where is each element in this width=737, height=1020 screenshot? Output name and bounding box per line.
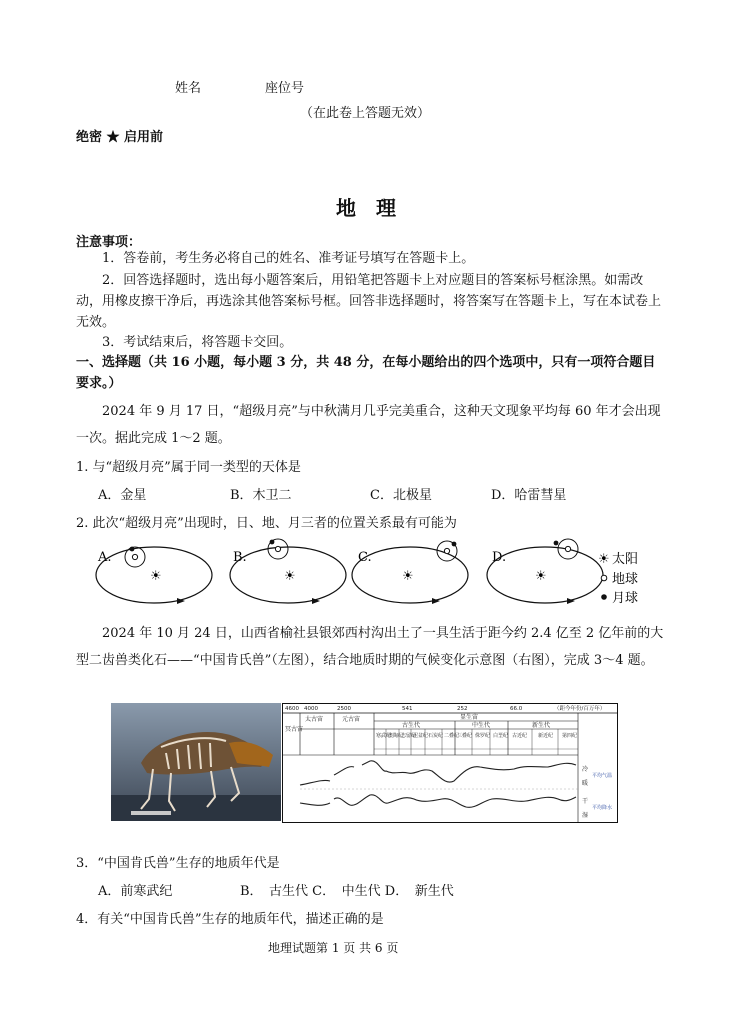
notice-heading: 注意事项： [76, 235, 142, 250]
passage-1: 2024 年 9 月 17 日，“超级月亮”与中秋满月几乎完美重合，这种天文现象平均每 60 年才会出现一次。据此完成 1～2 题。 [76, 404, 661, 446]
eon-phanerozoic: 显生宙 [460, 714, 479, 721]
age-4600: 4600 [285, 706, 299, 712]
notice-item-3: 3．考试结束后，将答题卡交回。 [102, 335, 293, 350]
legend-temperature: 平均气温 [592, 773, 613, 779]
period-cambrian: 寒武纪 [376, 733, 392, 739]
legend-moon: 月球 [612, 591, 639, 606]
period-jurassic: 侏罗纪 [475, 733, 491, 739]
age-4000: 4000 [304, 706, 318, 712]
era-cenozoic: 新生代 [532, 722, 551, 729]
label-dry: 干 [582, 798, 589, 805]
sun-icon: ☀ [150, 569, 162, 584]
era-paleozoic: 古生代 [402, 722, 421, 729]
q1-stem: 1. 与“超级月亮”属于同一类型的天体是 [76, 460, 301, 475]
passage-2: 2024 年 10 月 24 日，山西省榆社县银郊西村沟出土了一具生活于距今约 2.4 亿至 2 亿年前的大型二齿兽类化石——“中国肯氏兽”（左图），结合地质时期的气候变化示意图（右图），完成 3～4 题。 [76, 626, 664, 668]
period-paleogene: 古近纪 [512, 733, 528, 739]
svg-text:☀: ☀ [535, 569, 547, 584]
label-warm: 暖 [582, 780, 589, 787]
eon-archean: 太古宙 [305, 716, 324, 723]
period-triassic: 三叠纪 [457, 733, 473, 739]
invalid-note: （在此卷上答题无效） [300, 106, 431, 121]
q3-option-a: A．前寒武纪 [98, 884, 173, 899]
age-541: 541 [402, 706, 413, 712]
age-66: 66.0 [510, 706, 523, 712]
q2-stem: 2. 此次“超级月亮”出现时，日、地、月三者的位置关系最有可能为 [76, 516, 457, 531]
q1-option-a: A．金星 [98, 488, 147, 503]
period-permian: 二叠纪 [444, 733, 460, 739]
notice-item-2: 2．回答选择题时，选出每小题答案后，用铅笔把答题卡上对应题目的答案标号框涂黑。如需改动，用橡皮擦干净后，再选涂其他答案标号框。回答非选择题时，将答案写在答题卡上，写在本试卷上无效。 [76, 273, 662, 330]
svg-text:☀: ☀ [598, 552, 610, 567]
notice-item-1: 1．答卷前，考生务必将自己的姓名、准考证号填写在答题卡上。 [102, 251, 475, 266]
svg-text:☀: ☀ [402, 569, 414, 584]
period-quaternary: 第四纪 [562, 733, 578, 739]
diagram-label-b: B. [233, 550, 247, 565]
orbit-diagrams [90, 535, 650, 613]
period-neogene: 新近纪 [538, 733, 554, 739]
page-title: 地 理 [336, 196, 396, 220]
age-252: 252 [457, 706, 468, 712]
page-footer: 地理试题第 1 页 共 6 页 [268, 941, 399, 955]
seat-label: 座位号 [265, 81, 305, 96]
label-wet: 湿 [582, 812, 589, 819]
diagram-label-a: A. [98, 550, 112, 565]
section-heading: 一、选择题（共 16 小题，每小题 3 分，共 48 分，在每小题给出的四个选项中，只有一项符合题目要求。） [76, 355, 656, 391]
diagram-label-d: D. [492, 550, 507, 565]
geologic-climate-chart [282, 703, 618, 823]
legend-earth: 地球 [612, 572, 639, 587]
period-ordovician: 奥陶纪 [388, 733, 404, 739]
age-unit-note: （距今年份/百万年） [554, 706, 606, 712]
period-silurian: 志留纪 [401, 733, 417, 739]
q3-stem: 3．“中国肯氏兽”生存的地质年代是 [76, 856, 280, 871]
label-hadean: 冥古宙 [285, 726, 304, 733]
q1-option-c: C．北极星 [370, 488, 432, 503]
q1-option-d: D．哈雷彗星 [491, 488, 567, 503]
svg-text:☀: ☀ [284, 569, 296, 584]
secret-mark: 绝密 ★ 启用前 [76, 130, 164, 145]
name-label: 姓名 [175, 81, 202, 96]
period-carboniferous: 石炭纪 [428, 733, 444, 739]
age-2500: 2500 [337, 706, 351, 712]
period-cretaceous: 白垩纪 [493, 733, 509, 739]
eon-proterozoic: 元古宙 [342, 716, 361, 723]
legend-sun: 太阳 [612, 552, 639, 567]
period-devonian: 泥盆纪 [413, 733, 429, 739]
q3-option-bcd: B． 古生代 C． 中生代 D． 新生代 [240, 884, 454, 899]
q1-option-b: B．木卫二 [230, 488, 292, 503]
legend-precipitation: 平均降水 [592, 805, 613, 811]
diagram-label-c: C. [358, 550, 372, 565]
q4-stem: 4．有关“中国肯氏兽”生存的地质年代，描述正确的是 [76, 912, 384, 927]
label-cold: 冷 [582, 766, 589, 773]
fossil-photo [111, 703, 281, 821]
era-mesozoic: 中生代 [472, 722, 491, 729]
